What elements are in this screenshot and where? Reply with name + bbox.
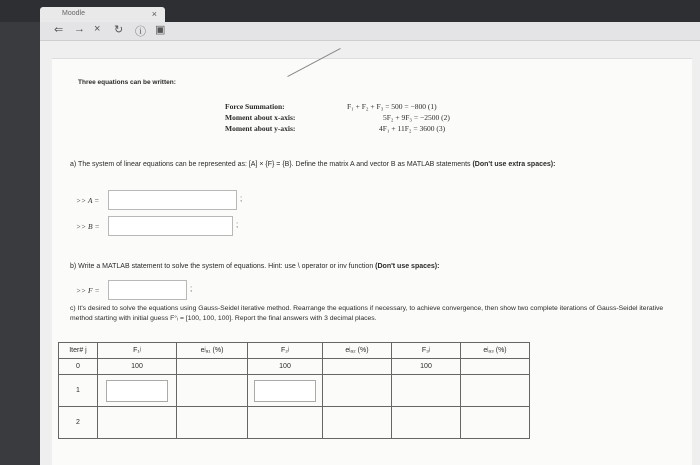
ea2-cell xyxy=(323,359,392,375)
solve-f-input[interactable] xyxy=(108,280,187,300)
equation-expr-1: F₁ + F₂ + F₃ = 500 = −800 (1) xyxy=(347,102,437,111)
f2-cell: 100 xyxy=(248,359,323,375)
equation-expr-3: 4F₁ + 11F₂ = 3600 (3) xyxy=(379,124,446,133)
table-row xyxy=(59,407,530,439)
part-a-text: a) The system of linear equations can be represented as: [A] × {F} = {B}. Define the matrix A and vector B as MATLAB statements xyxy=(70,161,471,168)
f1-cell: 100 xyxy=(98,359,177,375)
equation-expr-2: 5F₂ + 9F₃ = −2500 (2) xyxy=(383,113,450,122)
equation-label-1: Force Summation: xyxy=(225,102,285,111)
prompt-f: >> F = xyxy=(76,286,100,295)
browser-tab[interactable] xyxy=(40,7,165,23)
reload-icon[interactable]: ↻ xyxy=(114,24,124,36)
f1-iter1-input[interactable] xyxy=(106,380,168,402)
tab-title: Moodle xyxy=(62,10,85,17)
vector-b-input[interactable] xyxy=(108,216,233,236)
prompt-b: >> B = xyxy=(76,222,100,231)
f3-cell xyxy=(392,375,461,407)
iter-cell: 0 xyxy=(59,359,98,375)
f1-cell xyxy=(98,375,177,407)
browser-window xyxy=(40,22,700,465)
tab-close-icon[interactable]: × xyxy=(151,9,157,19)
matrix-a-input[interactable] xyxy=(108,190,237,210)
header-ea2: eʲₐ₂ (%) xyxy=(323,343,392,359)
navigation-bar xyxy=(40,22,700,41)
reader-icon[interactable]: ▣ xyxy=(155,24,166,36)
pen-mark xyxy=(287,48,340,77)
info-icon[interactable]: ⓘ xyxy=(135,26,146,38)
semicolon-a: ; xyxy=(240,194,243,203)
part-b-note: (Don't use spaces): xyxy=(375,263,440,270)
semicolon-b: ; xyxy=(236,220,239,229)
back-icon[interactable]: ⇐ xyxy=(54,24,64,36)
iteration-table xyxy=(58,342,530,439)
table-row xyxy=(59,359,530,375)
table-header-row xyxy=(59,343,530,359)
ea1-cell xyxy=(177,359,248,375)
iter-cell: 1 xyxy=(59,375,98,407)
ea3-cell xyxy=(461,375,530,407)
header-ea1: eʲₐ₁ (%) xyxy=(177,343,248,359)
header-f1: F₁ʲ xyxy=(98,343,177,359)
header-f2: F₂ʲ xyxy=(248,343,323,359)
ea1-cell xyxy=(177,375,248,407)
ea1-cell xyxy=(177,407,248,439)
header-f3: F₃ʲ xyxy=(392,343,461,359)
part-c-question: c) It's desired to solve the equations using Gauss-Seidel iterative method. Rearrange the equations if necessary, to achieve convergence, then show two complete iterations of Gauss-Seidel iterative method starting with initial guess F°ᵢ = [100, 100, 100]. Report the final answers with 3 decimal places. xyxy=(70,305,664,322)
f1-cell xyxy=(98,407,177,439)
header-iter: Iter# j xyxy=(59,343,98,359)
f3-cell: 100 xyxy=(392,359,461,375)
part-b-question xyxy=(70,262,680,272)
stop-icon[interactable]: × xyxy=(94,23,101,35)
part-a-question xyxy=(70,160,680,170)
ea3-cell xyxy=(461,359,530,375)
f3-cell xyxy=(392,407,461,439)
semicolon-f: ; xyxy=(190,284,193,293)
forward-icon[interactable]: → xyxy=(74,23,85,35)
equation-label-3: Moment about y-axis: xyxy=(225,124,296,133)
page-content xyxy=(40,41,700,465)
ea3-cell xyxy=(461,407,530,439)
iter-cell: 2 xyxy=(59,407,98,439)
ea2-cell xyxy=(323,375,392,407)
header-ea3: eʲₐ₃ (%) xyxy=(461,343,530,359)
f2-iter1-input[interactable] xyxy=(254,380,316,402)
ea2-cell xyxy=(323,407,392,439)
equation-label-2: Moment about x-axis: xyxy=(225,113,296,122)
table-row xyxy=(59,375,530,407)
part-b-text: b) Write a MATLAB statement to solve the system of equations. Hint: use \ operator or inv function xyxy=(70,263,374,270)
f2-cell xyxy=(248,375,323,407)
question-sheet xyxy=(52,58,692,465)
prompt-a: >> A = xyxy=(76,196,100,205)
part-a-note: (Don't use extra spaces): xyxy=(472,161,556,168)
intro-text: Three equations can be written: xyxy=(78,79,176,86)
f2-cell xyxy=(248,407,323,439)
